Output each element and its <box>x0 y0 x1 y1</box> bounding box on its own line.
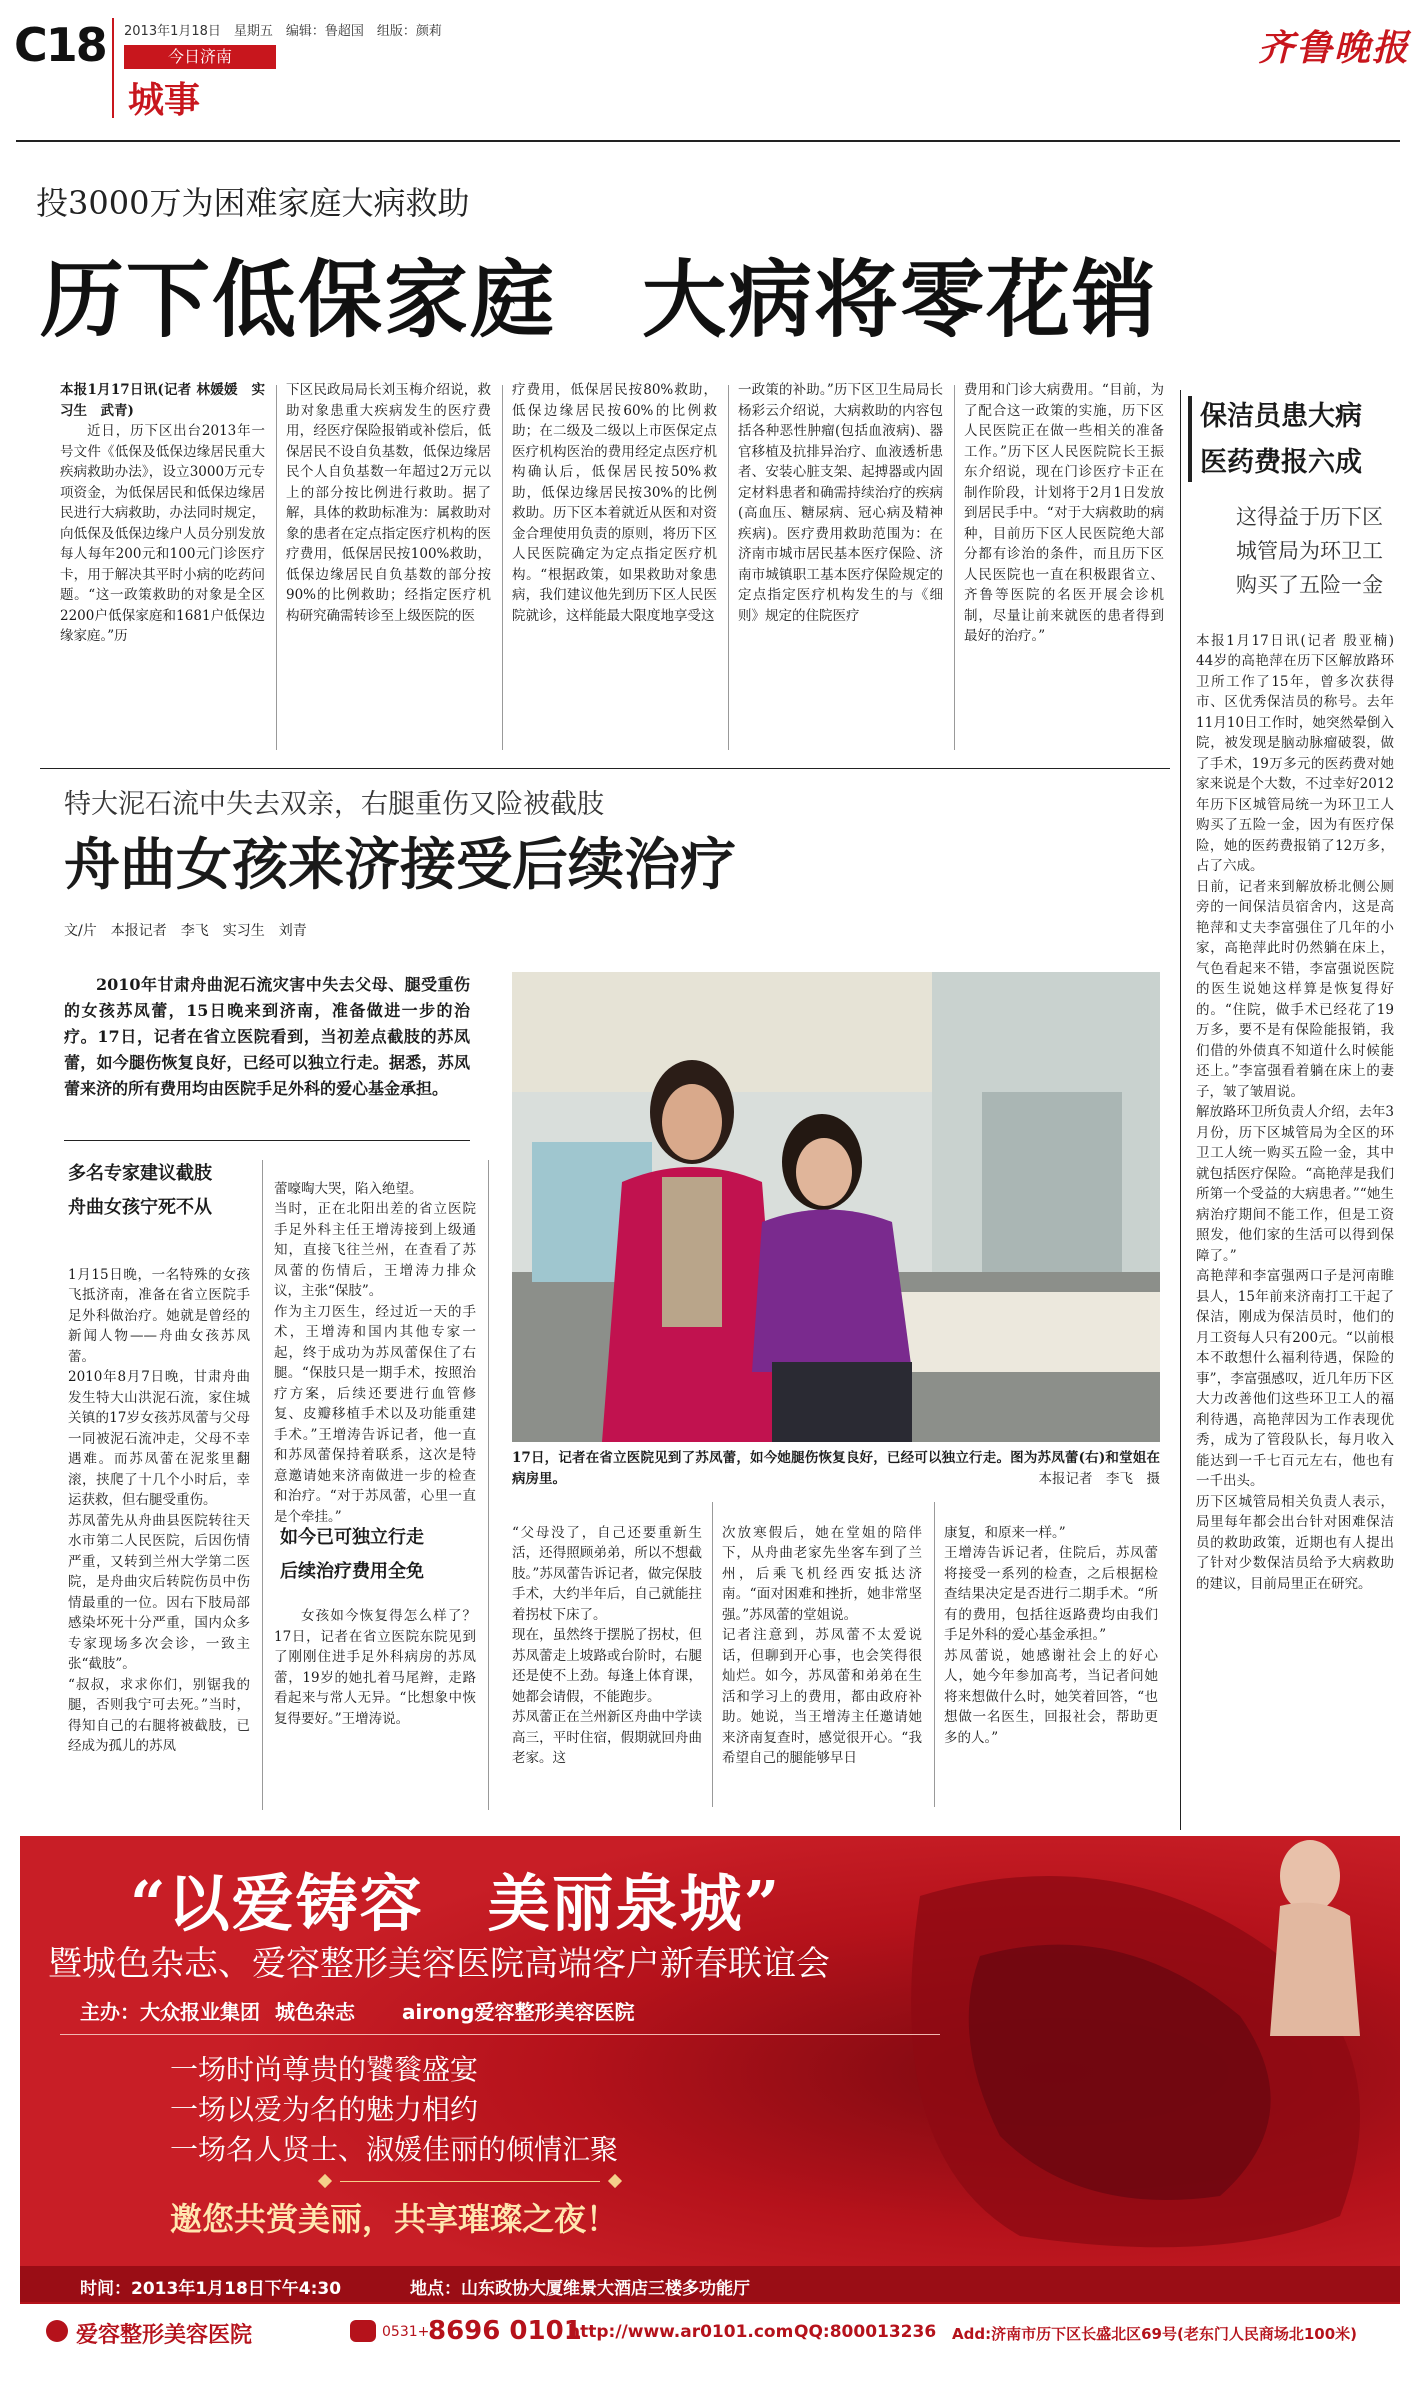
sidebar-deck: 这得益于历下区城管局为环卫工购买了五险一金 <box>1236 505 1383 597</box>
story2-colE-text: 康复，和原来一样。” 王增涛告诉记者，住院后，苏凤蕾将接受一系列的检查，之后根据检查结果决定是否进行二期手术。“所有的费用，包括往返路费均由我们手足外科的爱心基金承担。” 苏凤蕾说，她感谢社会上的好心人，她今年参加高考，当记者问她将来想做什么时，她笑着回答，“也想做一名医生，回报社会，帮助更多的人。” <box>944 1524 1158 1746</box>
col-divider <box>934 1502 935 1807</box>
photo-caption-text: 17日，记者在省立医院见到了苏凤蕾，如今她腿伤恢复良好，已经可以独立行走。图为苏凤蕾(右)和堂姐在病房里。 <box>512 1450 1160 1487</box>
story2-photo <box>512 972 1160 1442</box>
ad-phone: 8696 0101 <box>428 2316 582 2346</box>
col-divider <box>488 1160 489 1810</box>
col-divider <box>954 385 955 750</box>
story2-colC-text: “父母没了，自己还要重新生活，还得照顾弟弟，所以不想截肢。”苏凤蕾告诉记者，做完保肢手术，大约半年后，自己就能拄着拐杖下床了。 现在，虽然终于摆脱了拐杖，但苏凤蕾走上坡路或台阶时，右腿还是使不上劲。每逢上体育课，她都会请假，不能跑步。 苏凤蕾正在兰州新区舟曲中学读高三，平时住宿，假期就回舟曲老家。这 <box>512 1524 702 1766</box>
ad-host-label: 主办： <box>80 2000 140 2024</box>
col-divider <box>728 385 729 750</box>
story1-bottom-rule <box>40 768 1170 769</box>
story2-colA <box>68 1244 250 1814</box>
story1-kicker: 投3000万为困难家庭大病救助 <box>36 184 470 222</box>
story2-byline: 文/片 本报记者 李飞 实习生 刘青 <box>64 923 307 939</box>
story2-kicker: 特大泥石流中失去双亲，右腿重伤又险被截肢 <box>64 789 604 820</box>
ad-subtitle: 暨城色杂志、爱容整形美容医院高端客户新春联谊会 <box>48 1944 830 1984</box>
section-tag: 今日济南 <box>124 45 276 69</box>
story2-subhead-2a: 如今已可独立行走 <box>280 1527 424 1548</box>
ad-hospital: 爱容整形美容医院 <box>76 2322 253 2348</box>
story1-col5 <box>964 380 1164 755</box>
ad-host-2: 城色杂志 <box>274 2000 355 2024</box>
story2-lead: 2010年甘肃舟曲泥石流灾害中失去父母、腿受重伤的女孩苏凤蕾，15日晚来到济南，准备做进一步的治疗。17日，记者在省立医院看到，当初差点截肢的苏凤蕾，如今腿伤恢复良好，已经可以独立行走。据悉，苏凤蕾来济的所有费用均由医院手足外科的爱心基金承担。 <box>64 975 470 1098</box>
story1-col1 <box>60 380 265 755</box>
sidebar-headline-2: 医药费报六成 <box>1200 447 1362 478</box>
story2-colE <box>944 1502 1158 1812</box>
ad-host-3: airong爱容整形美容医院 <box>401 2000 635 2024</box>
phone-icon <box>350 2320 376 2342</box>
story2-colA-text: 1月15日晚，一名特殊的女孩飞抵济南，准备在省立医院手足外科做治疗。她就是曾经的新闻人物——舟曲女孩苏凤蕾。 2010年8月7日晚，甘肃舟曲发生特大山洪泥石流，家住城关镇的17岁女孩苏凤蕾与父母一同被泥石流冲走，父母不幸遇难。而苏凤蕾在泥浆里翻滚，挟爬了十几个小时后，幸运获救，但右腿受重伤。 苏凤蕾先从舟曲县医院转往天水市第二人民医院，后因伤情严重，又转到兰州大学第二医院，是舟曲灾后转院伤员中伤情最重的一位。因右下肢局部感染坏死十分严重，国内众多专家现场多次会诊，一致主张“截肢”。 “叔叔，求求你们，别锯我的腿，否则我宁可去死。”当时，得知自己的右腿将被截肢，已经成为孤儿的苏凤 <box>68 1266 250 1754</box>
ad-ornament-line <box>340 2181 600 2182</box>
story2-headline: 舟曲女孩来济接受后续治疗 <box>64 832 736 898</box>
ad-line-2: 一场以爱为名的魅力相约 <box>170 2093 479 2126</box>
advertisement <box>20 1836 1400 2266</box>
story1-col3 <box>512 380 717 755</box>
photo-caption <box>512 1448 1160 1494</box>
sidebar-body-text: 本报1月17日讯(记者 殷亚楠) 44岁的高艳萍在历下区解放路环卫所工作了15年，曾多次获得市、区优秀保洁员的称号。去年11月10日工作时，她突然晕倒入院，被发现是脑动脉瘤破裂，做了手术，19万多元的医药费对她家来说是个大数，不过幸好2012年历下区城管局统一为环卫工人购买了五险一金，因为有医疗保险，她的医药费报销了12万多，占了六成。 日前，记者来到解放桥北侧公厕旁的一间保洁员宿舍内，这是高艳萍和丈夫李富强住了几年的小家，高艳萍此时仍然躺在床上，气色看起来不错，李富强说医院的医生说她这样算是恢复得好的。“住院，做手术已经花了19万多，要不是有保险能报销，我们借的外债真不知道什么时候能还上。”李富强看着躺在床上的妻子，皱了皱眉说。 解放路环卫所负责人介绍，去年3月份，历下区城管局为全区的环卫工人统一购买五险一金，其中就包括医疗保险。“高艳萍是我们所第一个受益的大病患者。”“她生病治疗期间不能工作，但是工资照发，他们家的生活可以得到保障了。” 高艳萍和李富强两口子是河南睢县人，15年前来济南打工干起了保洁，刚成为保洁员时，他们的月工资每人只有200元。“以前根本不敢想什么福利待遇，保险的事”，李富强感叹，近几年历下区大力改善他们这些环卫工人的福利待遇，高艳萍因为工作表现优秀，成为了管段队长，每月收入能达到一千七百元左右，他也有一千出头。 历下区城管局相关负责人表示，局里每年都会出台针对困难保洁员的救助政策，近期也有人提出了针对少数保洁员给予大病救助的建议，目前局里正在研究。 <box>1196 632 1394 1592</box>
sidebar-headline-1: 保洁员患大病 <box>1200 401 1362 432</box>
lead-rule <box>64 1140 470 1141</box>
story1-headline: 历下低保家庭 大病将零花销 <box>40 250 1159 349</box>
ad-contact-bar <box>20 2302 1400 2362</box>
section-name: 城事 <box>128 79 201 121</box>
story2-colB-text: 蕾嚎啕大哭，陷入绝望。 当时，正在北阳出差的省立医院手足外科主任王增涛接到上级通知，直接飞往兰州，在查看了苏凤蕾的伤情后，王增涛力排众议，主张“保肢”。 作为主刀医生，经过近一天的手术，王增涛和国内其他专家一起，终于成功为苏凤蕾保住了右腿。“保肢只是一期手术，按照治疗方案，后续还要进行血管修复、皮瓣移植手术以及功能重建手术。”王增涛告诉记者，他一直和苏凤蕾保持着联系，这次是特意邀请她来济南做进一步的检查和治疗。“对于苏凤蕾，心里一直是个牵挂。” <box>274 1180 476 1525</box>
story2-colB2-text: 女孩如今恢复得怎么样了？17日，记者在省立医院东院见到了刚刚住进手足外科病房的苏凤蕾，19岁的她扎着马尾辫，走路看起来与常人无异。“比想象中恢复得要好。”王增涛说。 <box>274 1608 476 1727</box>
col-divider <box>712 1502 713 1807</box>
sidebar-body <box>1196 610 1394 1795</box>
ad-place: 地点：山东政协大厦维景大酒店三楼多功能厅 <box>410 2279 750 2299</box>
story1-col2 <box>286 380 491 755</box>
col-divider <box>262 1160 263 1810</box>
story2-colB <box>274 1158 476 1525</box>
hospital-room-photo <box>512 972 1160 1442</box>
page-number: C18 <box>14 18 106 72</box>
story2-colB2 <box>274 1606 476 1812</box>
masthead-rule <box>16 140 1400 142</box>
ad-line-3: 一场名人贤士、淑媛佳丽的倾情汇聚 <box>170 2133 619 2166</box>
story2-subhead-1a: 多名专家建议截肢 <box>68 1163 212 1184</box>
story1-byline: 本报1月17日讯(记者 林媛媛 实习生 武青) <box>60 382 265 419</box>
masthead <box>0 0 1417 130</box>
hospital-logo-icon <box>46 2320 68 2342</box>
ad-divider <box>60 2034 940 2035</box>
col-divider <box>276 385 277 750</box>
story1-col3-text: 疗费用，低保居民按80%救助，低保边缘居民按60%的比例救助；在二级及二级以上市医保定点医疗机构医治的费用经定点医疗机构确认后，低保居民按50%救助，低保边缘居民按30%的比例救助。历下区本着就近从医和对资金合理使用负责的原则，将历下区人民医院确定为定点指定医疗机构。“根据政策，如果救助对象患病，我们建议他先到历下区人民医院就诊，这样能最大限度地享受这 <box>512 382 717 624</box>
story2-subhead-2b: 后续治疗费用全免 <box>280 1561 424 1582</box>
story2-subhead-1b: 舟曲女孩宁死不从 <box>68 1197 212 1218</box>
masthead-divider <box>112 18 114 118</box>
ad-time: 时间：2013年1月18日下午4:30 <box>80 2279 342 2299</box>
story1-col4 <box>738 380 943 755</box>
sidebar-accent <box>1188 396 1192 482</box>
sidebar-divider <box>1180 390 1181 1830</box>
ad-info-bar <box>20 2266 1400 2302</box>
ad-title: “以爱铸容 美丽泉城” <box>130 1867 782 1940</box>
ad-url[interactable]: http://www.ar0101.com <box>568 2322 794 2342</box>
col-divider <box>502 385 503 750</box>
ad-address: Add:济南市历下区长盛北区69号(老东门人民商场北100米) <box>952 2325 1357 2343</box>
story1-col5-text: 费用和门诊大病费用。“目前，为了配合这一政策的实施，历下区人民医院正在做一些相关的准备工作。”历下区人民医院院长王振东介绍说，现在门诊医疗卡正在制作阶段，计划将于2月1日发放到居民手中。“对于大病救助的病种，目前历下区人民医院绝大部分都有诊治的条件，而且历下区人民医院也一直在积极跟省立、齐鲁等医院的名医开展会诊机制，尽量让前来就医的患者得到最好的治疗。” <box>964 382 1164 644</box>
ad-host <box>80 1996 634 2025</box>
ad-phone-prefix: 0531+ <box>382 2324 430 2340</box>
story2-colD-text: 次放寒假后，她在堂姐的陪伴下，从舟曲老家先坐客车到了兰州，后乘飞机经西安抵达济南。“面对困难和挫折，她非常坚强。”苏凤蕾的堂姐说。 记者注意到，苏凤蕾不太爱说话，但聊到开心事，也会笑得很灿烂。如今，苏凤蕾和弟弟在生活和学习上的费用，都由政府补助。她说，当王增涛主任邀请她来济南复查时，感觉很开心。“我希望自己的腿能够早日 <box>722 1524 922 1766</box>
photo-credit: 本报记者 李飞 摄 <box>1038 1470 1160 1487</box>
ad-host-1: 大众报业集团 <box>140 2000 260 2024</box>
story1-col2-text: 下区民政局局长刘玉梅介绍说，救助对象患重大疾病发生的医疗费用，经医疗保险报销或补偿后，低保居民不设自负基数，低保边缘居民个人自负基数一年超过2万元以上的部分按比例进行救助。据了解，具体的救助标准为：属救助对象的患者在定点指定医疗机构的医疗费用，低保居民按100%救助，低保边缘居民自负基数的部分按90%的比例救助；经指定医疗机构研究确需转诊至上级医院的医 <box>286 382 491 624</box>
ad-qq: QQ:800013236 <box>794 2322 937 2342</box>
story2-colC <box>512 1502 702 1812</box>
story1-col1-text: 近日，历下区出台2013年一号文件《低保及低保边缘居民重大疾病救助办法》，设立3000万元专项资金，为低保居民和低保边缘居民进行大病救助，办法同时规定，向低保及低保边缘户人员分别发放每人每年200元和100元门诊医疗卡，用于解决其平时小病的吃药问题。“这一政策救助的对象是全区2200户低保家庭和1681户低保边缘家庭。”历 <box>60 423 265 644</box>
ad-invite: 邀您共赏美丽，共享璀璨之夜！ <box>170 2200 619 2238</box>
story1-col4-text: 一政策的补助。”历下区卫生局局长杨彩云介绍说，大病救助的内容包括各种恶性肿瘤(包括血液病)、器官移植及抗排异治疗、血液透析患者、安装心脏支架、起搏器或内固定材料患者和确需持续治疗的疾病(高血压、糖尿病、冠心病及精神疾病)。医疗费用救助范围为：在济南市城市居民基本医疗保险、济南市城镇职工基本医疗保险规定的定点指定医疗机构发生的与《细则》规定的住院医疗 <box>738 382 943 624</box>
date-line: 2013年1月18日 星期五 编辑：鲁超国 组版：颜莉 <box>124 24 442 39</box>
ad-line-1: 一场时尚尊贵的饕餮盛宴 <box>170 2053 479 2086</box>
paper-logo: 齐鲁晚报 <box>1258 27 1411 69</box>
story2-colD <box>722 1502 922 1812</box>
